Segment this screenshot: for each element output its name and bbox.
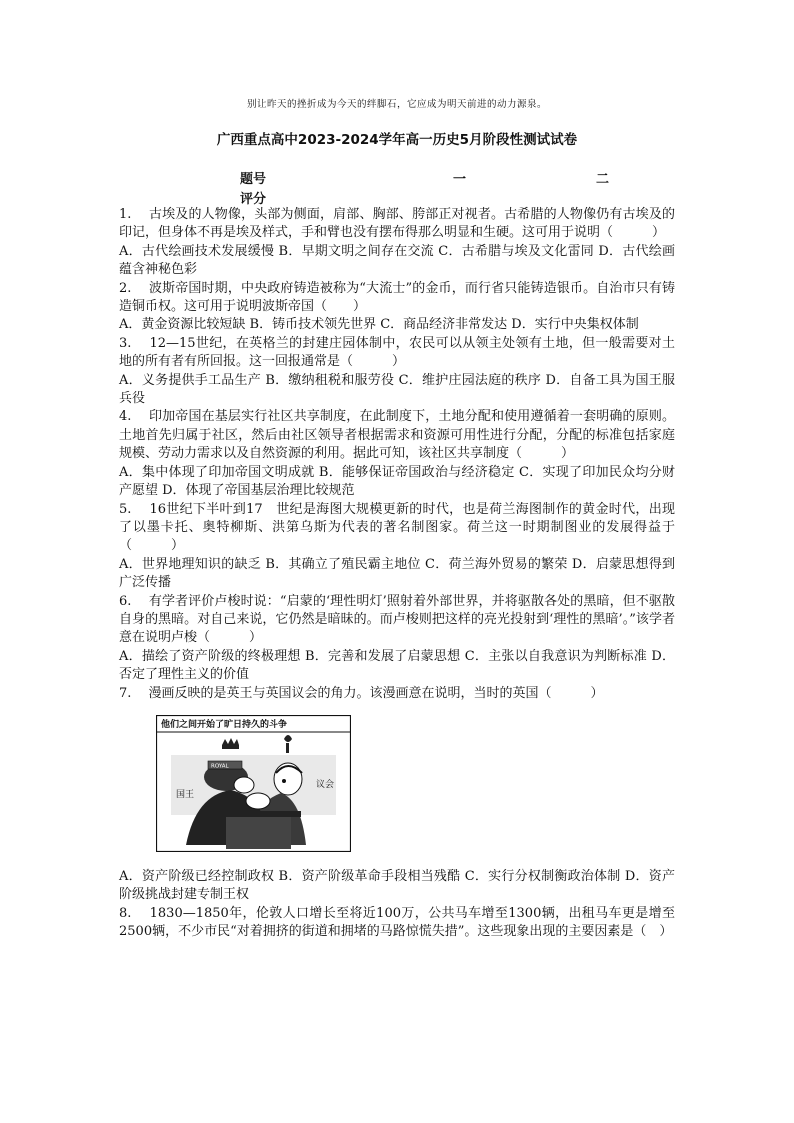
question-options: A．资产阶级已经控制政权 B．资产阶级革命手段相当残酷 C．实行分权制衡政治体制 D．资产阶级挑战封建专制王权 [119,868,675,903]
question-4 [119,408,675,500]
question-options: A．黄金资源比较短缺 B．铸币技术领先世界 C．商品经济非常发达 D．实行中央集权体制 [119,317,639,333]
question-list [119,206,675,942]
score-table [240,168,640,208]
question-options: A．描绘了资产阶级的终极理想 B．完善和发展了启蒙思想 C．主张以自我意识为判断标准 D．否定了理性主义的价值 [119,648,675,683]
cartoon-image [156,715,351,852]
question-8 [119,905,675,942]
score-row-pingfen [240,188,640,208]
question-7 [119,685,675,905]
question-stem: 7. 漫画反映的是英王与英国议会的角力。该漫画意在说明，当时的英国（ ） [119,685,604,701]
question-stem: 6. 有学者评价卢梭时说：“启蒙的‘理性明灯’照射着外部世界，并将驱散各处的黑暗，但不驱散自身的黑暗。对自己来说，它仍然是暗昧的。而卢梭则把这样的亮光投射到‘理性的黑暗’。”该学者意在说明卢梭（ ） [119,593,675,646]
question-stem: 2. 波斯帝国时期，中央政府铸造被称为“大流士”的金币，而行省只能铸造银币。自治市只有铸造铜币权。这可用于说明波斯帝国（ ） [119,280,675,315]
col-header-1: 一 [453,172,467,187]
question-2 [119,280,675,335]
question-options: A．义务提供手工品生产 B．缴纳租税和服劳役 C．维护庄园法庭的秩序 D．自备工具为国王服兵役 [119,372,675,407]
label-tihao: 题号 [240,172,267,187]
label-king: 国王 [176,789,195,800]
question-stem: 4. 印加帝国在基层实行社区共享制度，在此制度下，土地分配和使用遵循着一套明确的原则。土地首先归属于社区，然后由社区领导者根据需求和资源可用性进行分配，分配的标准包括家庭规模、劳动力需求以及自然资源的利用。据此可知，该社区共享制度（ ） [119,409,675,462]
question-stem: 8. 1830—1850年，伦敦人口增长至将近100万，公共马车增至1300辆，出租马车更是增至2500辆，不少市民“对着拥挤的街道和拥堵的马路惊慌失措”。这些现象出现的主要因素是（ ） [119,905,675,940]
exam-title: 广西重点高中2023-2024学年高一历史5月阶段性测试试卷 [216,132,578,148]
label-pingfen: 评分 [240,192,267,207]
king-sign: ROYAL [211,763,229,770]
question-stem: 5. 16世纪下半叶到17 世纪是海图大规模更新的时代，也是荷兰海图制作的黄金时代，出现了以墨卡托、奥特柳斯、洪第乌斯为代表的著名制图家。荷兰这一时期制图业的发展得益于（ ） [119,501,675,554]
question-1 [119,206,675,280]
question-3 [119,335,675,409]
motto: 别让昨天的挫折成为今天的绊脚石，它应成为明天前进的动力源泉。 [246,99,547,110]
question-options: A．集中体现了印加帝国文明成就 B．能够保证帝国政治与经济稳定 C．实现了印加民众均分财产愿望 D．体现了帝国基层治理比较规范 [119,464,675,499]
question-stem: 1. 古埃及的人物像，头部为侧面，肩部、胸部、胯部正对视者。古希腊的人物像仍有古埃及的印记，但身体不再是埃及样式，手和臂也没有摆布得那么明显和生硬。这可用于说明（ ） [119,207,675,241]
score-row-tihao [240,168,640,188]
cartoon-caption: 他们之间开始了旷日持久的斗争 [161,719,288,730]
col-header-2: 二 [596,172,610,187]
question-6 [119,593,675,685]
question-options: A．世界地理知识的缺乏 B．其确立了殖民霸主地位 C．荷兰海外贸易的繁荣 D．启蒙思想得到广泛传播 [119,556,675,591]
question-options: A．古代绘画技术发展缓慢 B．早期文明之间存在交流 C．古希腊与埃及文化雷同 D．古代绘画蕴含神秘色彩 [119,243,675,278]
question-stem: 3. 12—15世纪，在英格兰的封建庄园体制中，农民可以从领主处领有土地，但一般需要对土地的所有者有所回报。这一回报通常是（ ） [119,335,675,370]
label-parliament: 议会 [316,779,335,790]
question-5 [119,501,675,593]
